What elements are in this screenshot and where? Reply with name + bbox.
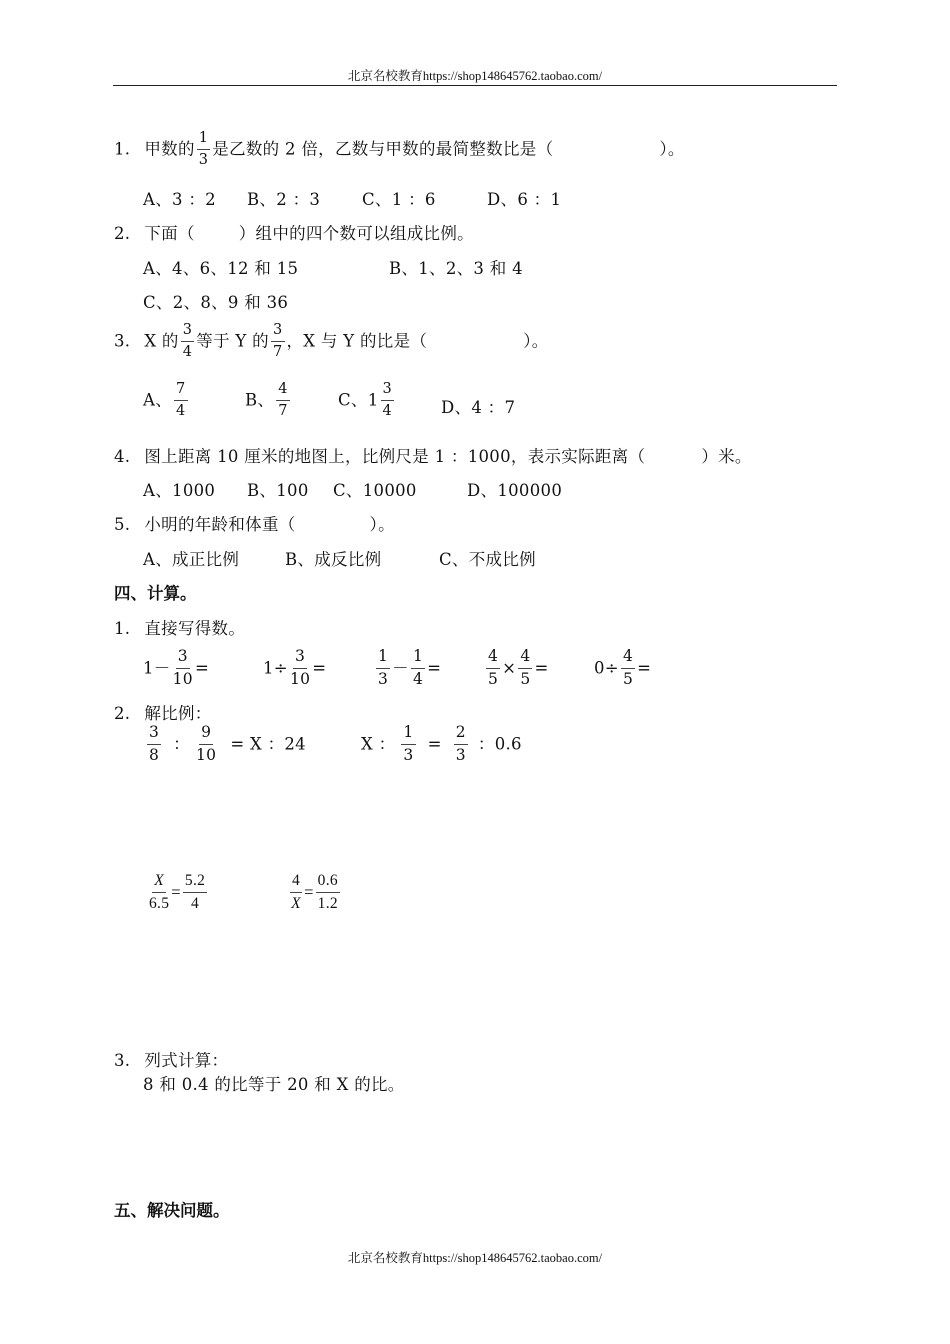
fraction-nine-tenths: $\frac{9}{10}$: [195, 723, 217, 764]
page-footer: 北京名校教育https://shop148645762.taobao.com/: [347, 1251, 603, 1265]
q3-option-b: B、 $\frac{4}{7}$: [245, 381, 288, 419]
fraction-seven-fourths: $\frac{7}{4}$: [176, 381, 186, 419]
question-1: [114, 132, 685, 168]
calc-2-title: [114, 700, 212, 724]
fraction-three-eighths: $\frac{3}{8}$: [149, 723, 160, 764]
question-number: 1.: [114, 619, 131, 638]
q1-text-post: 是乙数的 2 倍，乙数与甲数的最简整数比是（: [212, 139, 554, 159]
q1-option-b: B、2 ：3: [247, 190, 321, 209]
q2-text-post: ）组中的四个数可以组成比例。: [238, 224, 474, 243]
question-number: 3.: [114, 331, 131, 351]
q3-text-1: X 的: [144, 331, 179, 351]
question-5: [114, 511, 395, 535]
q2-option-c: C、2、8、9 和 36: [143, 293, 289, 312]
fraction-two-thirds: $\frac{2}{3}$: [455, 723, 466, 764]
expression-2: 1÷ $\frac{3}{10}$ =: [263, 647, 327, 688]
q3-text-end: ）。: [523, 331, 549, 351]
header-divider: [113, 85, 837, 86]
question-number: 1.: [114, 139, 131, 159]
fraction-three-tenths: $\frac{3}{10}$: [172, 647, 193, 688]
q3-option-c: C、1 $\frac{3}{4}$: [338, 381, 393, 419]
question-number: 2.: [114, 224, 131, 243]
q5-text-end: ）。: [369, 515, 395, 534]
proportion-2: X ： $\frac{1}{3}$ = $\frac{2}{3}$ ：0.6: [361, 723, 522, 764]
q4-option-d: D、100000: [467, 481, 563, 500]
fraction-one-fourth: $\frac{1}{4}$: [412, 647, 424, 688]
calc-3-text: 8 和 0.4 的比等于 20 和 X 的比。: [143, 1075, 405, 1094]
fraction-4-over-x: $\frac{4}{X}$: [291, 872, 301, 912]
proportion-1: $\frac{3}{8}$ ： $\frac{9}{10}$ = X ：24: [149, 723, 306, 764]
question-4: [114, 443, 752, 467]
q5-text: 小明的年龄和体重（: [144, 515, 296, 534]
section-5-title: 五、解决问题。: [114, 1201, 230, 1220]
q2-option-b: B、1、2、3 和 4: [389, 259, 523, 278]
fraction-0-6-over-1-2: $\frac{0.6}{1.2}$: [317, 872, 338, 912]
question-3: [114, 324, 549, 360]
fraction-three-fourths-mixed: $\frac{3}{4}$: [382, 381, 393, 419]
q1-text-pre: 甲数的: [144, 139, 195, 159]
q1-option-a: A、3 ：2: [143, 190, 216, 209]
expression-3: $\frac{1}{3}$ － $\frac{1}{4}$ =: [378, 647, 442, 688]
q5-option-c: C、不成比例: [439, 550, 536, 569]
q4-option-a: A、1000: [143, 481, 216, 500]
q1-text-end: ）。: [659, 139, 685, 159]
fraction-5-2-over-4: $\frac{5.2}{4}$: [184, 872, 206, 912]
question-number: 2.: [114, 704, 131, 723]
expression-1: 1－ $\frac{3}{10}$ =: [143, 647, 210, 688]
calc-1-title: [114, 615, 245, 639]
calc-3-label: 列式计算：: [144, 1051, 229, 1070]
q4-option-c: C、10000: [333, 481, 417, 500]
calc-3-title: [114, 1047, 228, 1071]
proportion-4: $\frac{4}{X}$ = $\frac{0.6}{1.2}$: [291, 872, 338, 912]
calc-1-label: 直接写得数。: [144, 619, 246, 638]
section-4-title: 四、计算。: [114, 584, 197, 603]
q3-option-a: A、 $\frac{7}{4}$: [143, 381, 186, 419]
q4-text-end: ）米。: [701, 447, 752, 466]
proportion-3: $\frac{X}{6.5}$ = $\frac{5.2}{4}$: [149, 872, 206, 912]
q4-option-b: B、100: [247, 481, 309, 500]
fraction-three-sevenths: $\frac{3}{7}$: [272, 322, 283, 360]
expression-5: 0÷ $\frac{4}{5}$ =: [594, 647, 652, 688]
q2-option-a: A、4、6、12 和 15: [143, 259, 299, 278]
calc-2-label: 解比例：: [144, 704, 212, 723]
q5-option-b: B、成反比例: [285, 550, 382, 569]
q3-option-d: D、4 ：7: [441, 398, 516, 417]
q3-text-3: ，X 与 Y 的比是（: [286, 331, 428, 351]
fraction-one-third: $\frac{1}{3}$: [198, 130, 209, 168]
q3-text-2: 等于 Y 的: [196, 331, 269, 351]
q1-option-d: D、6 ：1: [487, 190, 562, 209]
fraction-x-over-6-5: $\frac{X}{6.5}$: [149, 872, 170, 912]
q2-text-pre: 下面（: [144, 224, 195, 243]
page-header: 北京名校教育https://shop148645762.taobao.com/: [347, 69, 603, 83]
question-2: [114, 220, 474, 244]
fraction-four-fifths: $\frac{4}{5}$: [520, 647, 531, 688]
question-number: 4.: [114, 447, 131, 466]
expression-4: $\frac{4}{5}$ × $\frac{4}{5}$ =: [488, 647, 549, 688]
q1-option-c: C、1 ：6: [362, 190, 436, 209]
fraction-one-third: $\frac{1}{3}$: [403, 723, 414, 764]
fraction-three-fourths: $\frac{3}{4}$: [182, 322, 193, 360]
q5-option-a: A、成正比例: [143, 550, 240, 569]
fraction-four-sevenths: $\frac{4}{7}$: [278, 381, 288, 419]
question-number: 3.: [114, 1051, 131, 1070]
fraction-four-fifths: $\frac{4}{5}$: [488, 647, 499, 688]
fraction-three-tenths: $\frac{3}{10}$: [289, 647, 311, 688]
question-number: 5.: [114, 515, 131, 534]
q4-text: 图上距离 10 厘米的地图上，比例尺是 1 ：1000，表示实际距离（: [144, 447, 646, 466]
fraction-four-fifths: $\frac{4}{5}$: [622, 647, 634, 688]
fraction-one-third: $\frac{1}{3}$: [378, 647, 389, 688]
